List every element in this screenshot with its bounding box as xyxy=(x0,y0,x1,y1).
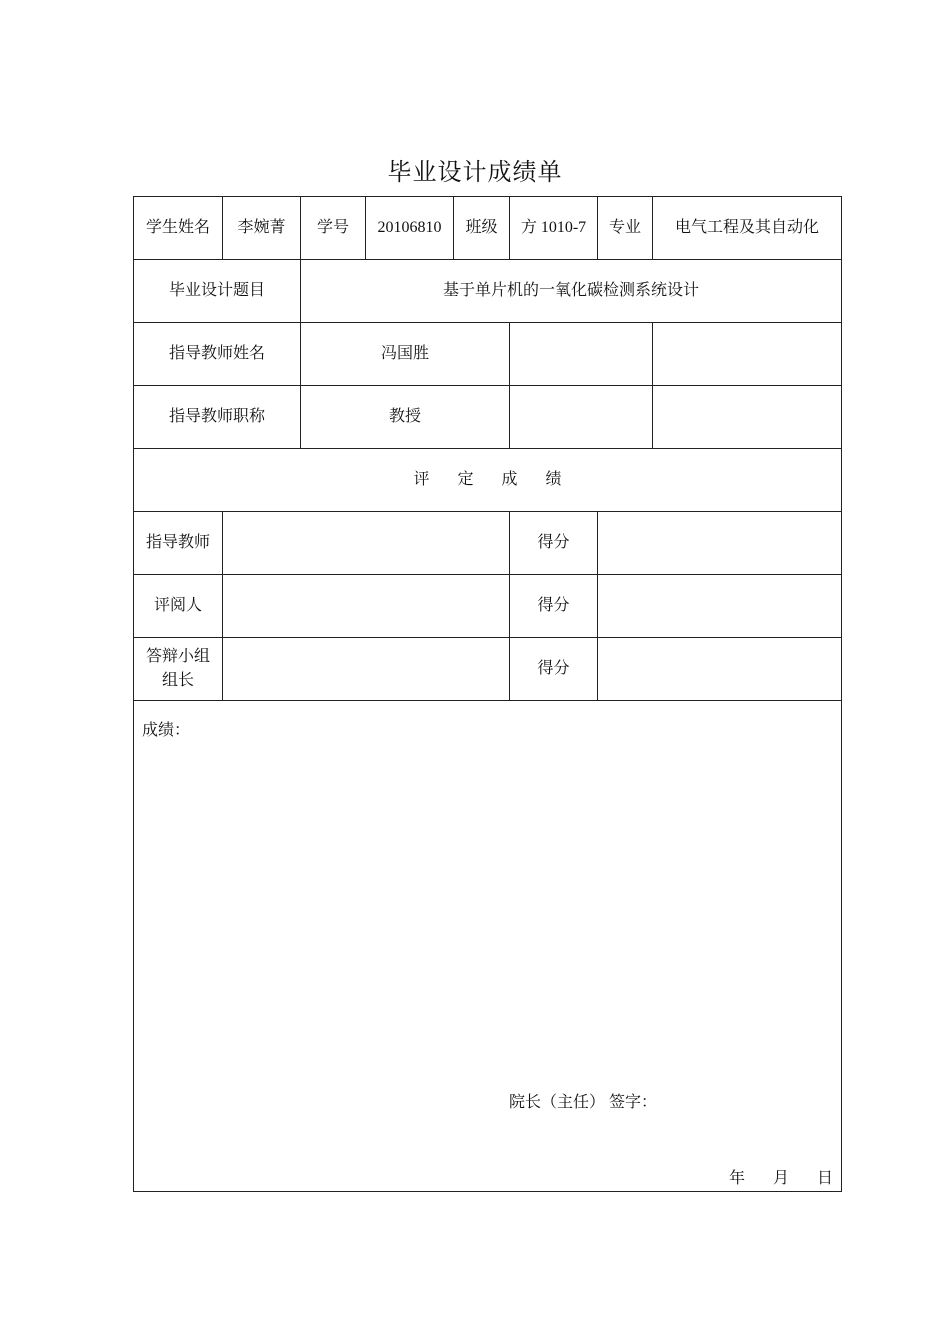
evaluation-header xyxy=(134,449,842,512)
evaluation-header-row xyxy=(134,449,842,512)
defense-score-cell[interactable] xyxy=(598,638,842,701)
sign-date xyxy=(701,1167,833,1191)
advisor-title-extra-2 xyxy=(653,386,842,449)
defense-score-row xyxy=(134,638,842,701)
student-id-value: 20106810 xyxy=(366,197,454,260)
class-label: 班级 xyxy=(454,197,510,260)
advisor-role-label: 指导教师 xyxy=(134,512,223,575)
class-value: 方 1010-7 xyxy=(510,197,598,260)
grade-table xyxy=(133,196,842,1192)
topic-row xyxy=(134,260,842,323)
defense-comment-cell[interactable] xyxy=(223,638,510,701)
defense-role-line1: 答辩小组 xyxy=(145,648,210,665)
student-name-label: 学生姓名 xyxy=(134,197,223,260)
topic-value: 基于单片机的一氧化碳检测系统设计 xyxy=(301,260,842,323)
advisor-name-extra-2 xyxy=(653,323,842,386)
evaluation-header-char: 定 xyxy=(457,471,474,488)
final-grade-label: 成绩： xyxy=(142,722,191,739)
advisor-title-row xyxy=(134,386,842,449)
evaluation-header-char: 成 xyxy=(501,471,518,488)
reviewer-score-label: 得分 xyxy=(510,575,598,638)
advisor-name-row xyxy=(134,323,842,386)
student-name-value: 李婉菁 xyxy=(223,197,301,260)
student-id-label: 学号 xyxy=(301,197,366,260)
advisor-name-extra-1 xyxy=(510,323,653,386)
advisor-title-label: 指导教师职称 xyxy=(134,386,301,449)
advisor-score-label: 得分 xyxy=(510,512,598,575)
advisor-title-extra-1 xyxy=(510,386,653,449)
advisor-score-cell[interactable] xyxy=(598,512,842,575)
evaluation-header-char: 评 xyxy=(413,471,430,488)
date-month: 月 xyxy=(772,1170,789,1187)
reviewer-score-row xyxy=(134,575,842,638)
reviewer-role-label: 评阅人 xyxy=(134,575,223,638)
major-label: 专业 xyxy=(598,197,653,260)
advisor-title-value: 教授 xyxy=(301,386,510,449)
reviewer-comment-cell[interactable] xyxy=(223,575,510,638)
advisor-name-value: 冯国胜 xyxy=(301,323,510,386)
student-info-row xyxy=(134,197,842,260)
date-day: 日 xyxy=(817,1170,834,1187)
dean-signature-label: 院长（主任） 签字： xyxy=(509,1094,658,1111)
date-year: 年 xyxy=(728,1170,745,1187)
topic-label: 毕业设计题目 xyxy=(134,260,301,323)
advisor-comment-cell[interactable] xyxy=(223,512,510,575)
final-grade-cell[interactable] xyxy=(134,701,842,1192)
defense-role-label xyxy=(134,638,223,701)
defense-role-line2: 组长 xyxy=(161,672,194,689)
advisor-score-row xyxy=(134,512,842,575)
evaluation-header-char: 绩 xyxy=(545,471,562,488)
final-grade-row xyxy=(134,701,842,1192)
reviewer-score-cell[interactable] xyxy=(598,575,842,638)
defense-score-label: 得分 xyxy=(510,638,598,701)
page-title: 毕业设计成绩单 xyxy=(387,160,563,186)
major-value: 电气工程及其自动化 xyxy=(653,197,842,260)
advisor-name-label: 指导教师姓名 xyxy=(134,323,301,386)
